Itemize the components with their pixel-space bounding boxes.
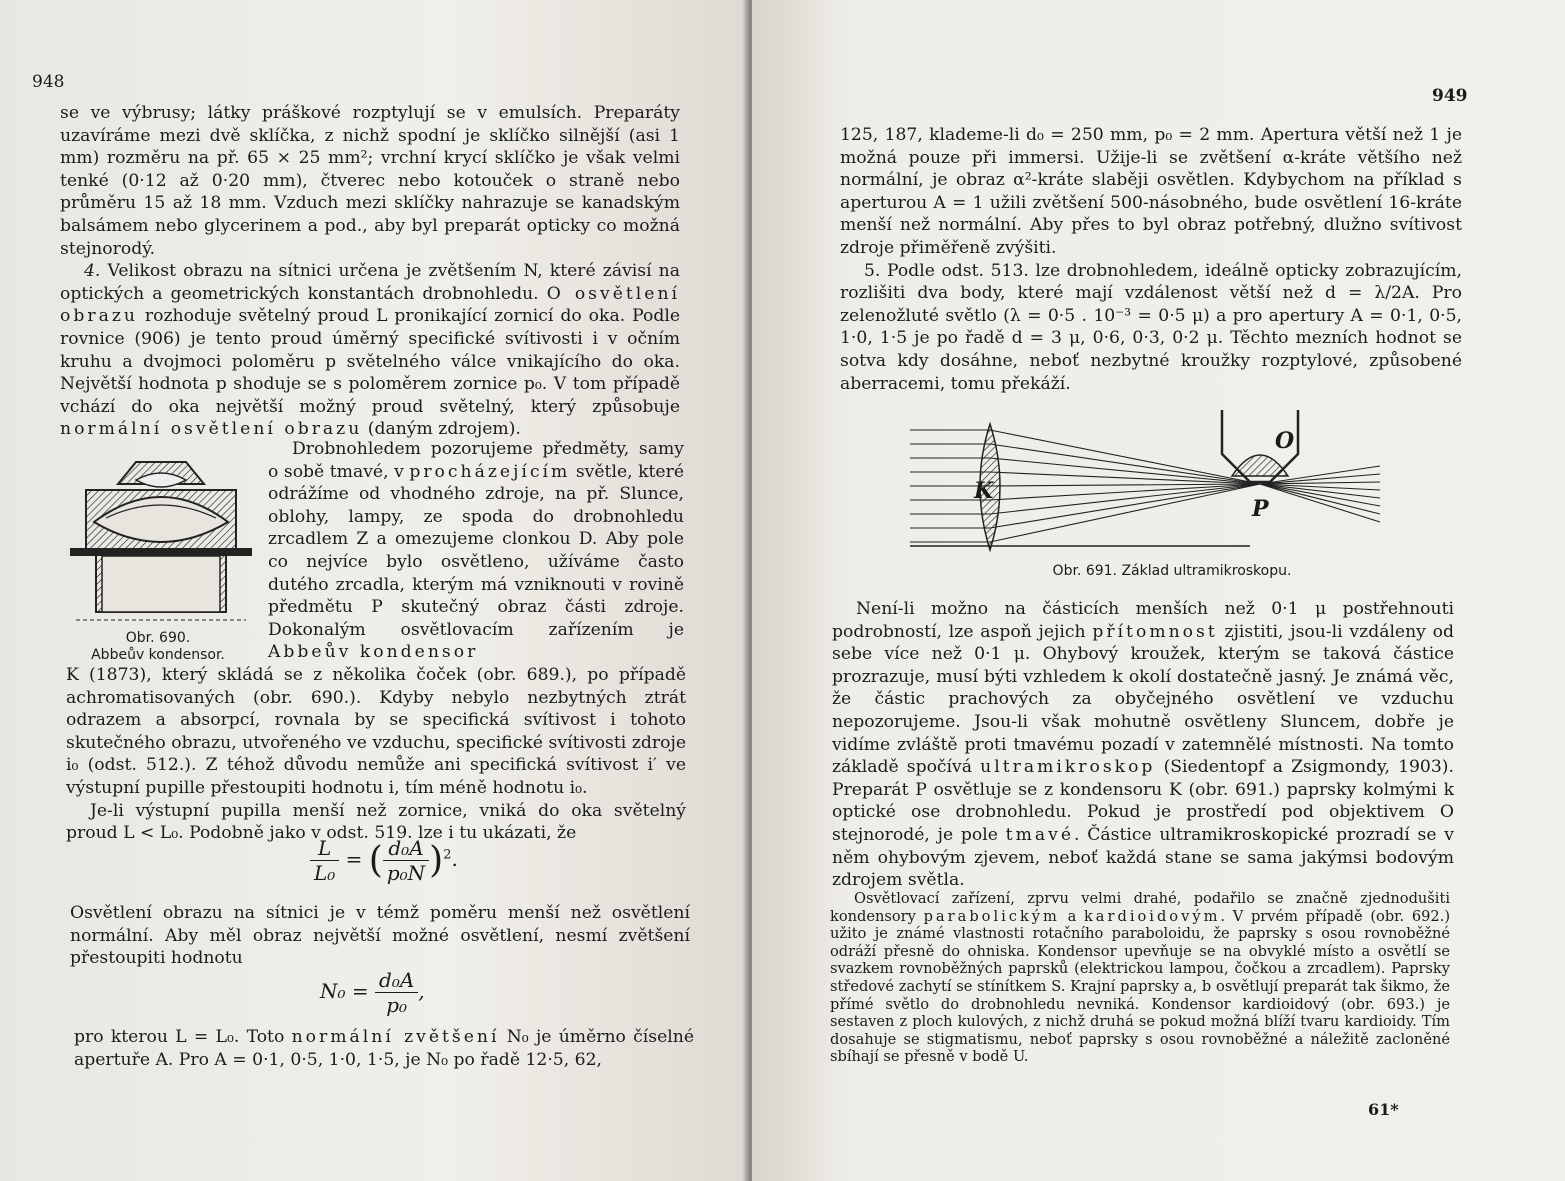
spaced-term: normální osvětlení obrazu [60,419,363,440]
formula-normal-magnification: N₀ = $\frac{\text{d₀A}}{\text{p₀}}$ , [320,968,425,1017]
spaced-term: kardioidovým [1083,907,1221,925]
figure-691-label-p: P [1252,496,1269,522]
pupil-paragraph: Je-li výstupní pupilla menší než zornice, vniká do oka světelný proud L < L₀. Podobně jako v odst. 519. lze i tu ukázati, že [66,800,686,844]
left-page [0,0,750,1181]
section-4-paragraph: 4. Velikost obrazu na sítnici určena je zvětšením N, které závisí na optických a geometrických konstantách drobnohledu. O osvětlení obrazu rozhoduje světelný proud L pronikající zornicí do oka. Podle rovnice (906) je tento proud úměrný specifické svítivosti i v očním kruhu a dvojmoci poloměru p světelného válce vnikajícího do oka. Největší hodnota p shoduje se s poloměrem zornice p₀. V tom případě vchází do oka největší možný proud světelný, který způsobuje normální osvětlení obrazu (daným zdrojem). [60,261,681,440]
left-bottom-paragraph: pro kterou L = L₀. Toto normální zvětšení N₀ je úměrno číselné apertuře A. Pro A = 0·1, 0·5, 1·0, 1·5, je N₀ po řadě 12·5, 62, [74,1027,694,1070]
spaced-term: parabolickým [923,907,1060,925]
page-number-right: 949 [1432,86,1468,106]
spaced-term: tmavé [1005,824,1074,845]
wrap-paragraph-top: Drobnohledem pozorujeme předměty, samy o sobě tmavé, v procházejícím světle, které odrážíme od vhodného zdroje, na př. Slunce, oblohy, lampy, ze spoda do drobnohledu zrcadlem Z a omezujeme clonkou D. Aby pole co nejvíce bylo osvětleno, užíváme často dutého zrcadla, kterým má vzniknouti v rovině předmětu P skutečný obraz části zdroje. Dokonalým osvětlovacím zařízením je Abbeův kondensor [268,439,684,663]
spaced-term: ultramikroskop [980,757,1156,778]
right-page [752,0,1565,1181]
right-top-block [840,124,1462,395]
figure-691-label-k: K [974,478,994,504]
ultramicroscope-paragraph: Není-li možno na částicích menších než 0·1 μ postřehnouti podrobností, lze aspoň jejich přítomnost zjistiti, jsou-li vzdáleny od sebe více než 0·1 μ. Ohybový kroužek, kterým se taková částice prozrazuje, musí býti vzhledem k okolí dostatečně jasný. Je známá věc, že částic prachových za obyčejného osvětlení ve vzduchu nepozorujeme. Jsou-li však mohutně osvětleny Sluncem, dobře je vidíme zvláště proti tmavému pozadí v zatemnělé místnosti. Na tomto základě spočívá ultramikroskop (Siedentopf a Zsigmondy, 1903). Preparát P osvětluje se z kondensoru K (obr. 691.) paprsky kolmými k optické ose drobnohledu. Pokud je prostředí pod objektivem O stejnorodé, je pole tmavé. Částice ultramikroskopické prozradí se v něm ohybovým zjevem, neboť každá stane se sama jakýmsi bodovým zdrojem světla. [832,599,1455,891]
figure-690-abbe-condenser [66,452,256,632]
page-number-left: 948 [32,72,65,92]
section-5-paragraph: 5. Podle odst. 513. lze drobnohledem, ideálně opticky zobrazujícím, rozlišiti dva body, které mají vzdálenost větší než d = λ/2A. Pro zelenožluté světlo (λ = 0·5 . 10⁻³ = 0·5 μ) a pro apertury A = 0·1, 0·5, 1·0, 1·5 je po řadě d = 3 μ, 0·6, 0·3, 0·2 μ. Těchto mezních hodnot se sotva kdy dosáhne, neboť nezbytné kroužky rozptylové, způsobené aberracemi, tomu překáží. [840,260,1462,394]
right-intro-text: 125, 187, klademe-li d₀ = 250 mm, p₀ = 2 mm. Apertura větší než 1 je možná pouze při immersi. Užije-li se zvětšení α-kráte většího než normální, je obraz α²-kráte slaběji osvětlen. Kdybychom na příklad s aperturou A = 1 užili zvětšení 500-násobného, bude osvětlení 16-kráte menší než normální. Aby přes to byl obraz potřebný, dlužno svítivost zdroje přiměřeně zvýšiti. [840,125,1462,258]
formula-ratio: $\frac{L}{\text{L₀}}$ = ( $\frac{\text{d₀A}}{\text{p₀N}}$ )$^2$. [310,836,458,885]
wrap-paragraph-bottom: K (1873), který skládá se z několika čoček (obr. 689.), po případě achromatisovaných (obr. 690.). Kdyby nebylo nezbytných ztrát odrazem a absorpcí, rovnala by se specifická svítivost i tohoto skutečného obrazu, utvořeného ve vzduchu, specifické svítivosti zdroje i₀ (odst. 512.). Z téhož důvodu nemůže ani specifická svítivost i′ ve výstupní pupille přestoupiti hodnotu i, tím méně hodnotu i₀. Je-li výstupní pupilla menší než zornice, vniká do oka světelný proud L < L₀. Podobně jako v odst. 519. lze i tu ukázati, že [66,665,686,844]
signature-mark: 61* [1368,1100,1399,1119]
left-intro-text: se ve výbrusy; látky práškové rozptylují se v emulsích. Preparáty uzavíráme mezi dvě sklíčka, z nichž spodní je sklíčko silnější (asi 1 mm) rozměru na př. 65 × 25 mm²; vrchní krycí sklíčko je však velmi tenké (0·12 až 0·20 mm), čtverec nebo kotouček o straně nebo průměru 15 až 18 mm. Vzduch mezi sklíčky nahrazuje se kanadským balsámem nebo glycerinem a pod., aby byl preparát opticky co možná stejnorodý. [60,103,680,259]
spaced-term: O osvětlení obrazu [60,283,681,327]
spaced-term: přítomnost [1092,621,1218,642]
spaced-term: procházejícím [409,461,571,482]
figure-690-caption: Obr. 690. Abbeův kondensor. [91,630,225,663]
section-4-number: 4. [84,261,101,282]
spaced-term: normální zvětšení [291,1027,500,1047]
normal-magnification-paragraph: Osvětlení obrazu na sítnici je v témž poměru menší než osvětlení normální. Aby měl obraz největší možné osvětlení, nesmí zvětšení přestoupiti hodnotu [70,903,690,969]
left-top-paragraph [60,102,680,441]
small-print-paragraph: Osvětlovací zařízení, zprvu velmi drahé, podařilo se značně zjednodušiti kondensory parabolickým a kardioidovým. V prvém případě (obr. 692.) užito je známé vlastnosti rotačního paraboloidu, že paprsky s osou rovnoběžné odráží přesně do ohniska. Kondensor upevňuje se na obvyklé místo a osvětlí se svazkem rovnoběžných paprsků (elektrickou lampou, čočkou a zrcadlem). Paprsky středové zachytí se stínítkem S. Krajní paprsky a, b osvětlují preparát tak šikmo, že přímé světlo do drobnohledu nevniká. Kondensor kardioidový (obr. 693.) je sestaven z ploch kulových, z nichž druhá se pokud možná blíží tvaru kardioidy. Tím dosahuje se stigmatismu, neboť paprsky s osou rovnoběžné a náležitě zacloněné sbíhají se přesně v bodě U. [830,890,1451,1066]
figure-691-caption: Obr. 691. Základ ultramikroskopu. [1052,563,1292,579]
spaced-term: Abbeův kondensor [268,642,479,663]
figure-691-label-o: O [1275,428,1295,454]
